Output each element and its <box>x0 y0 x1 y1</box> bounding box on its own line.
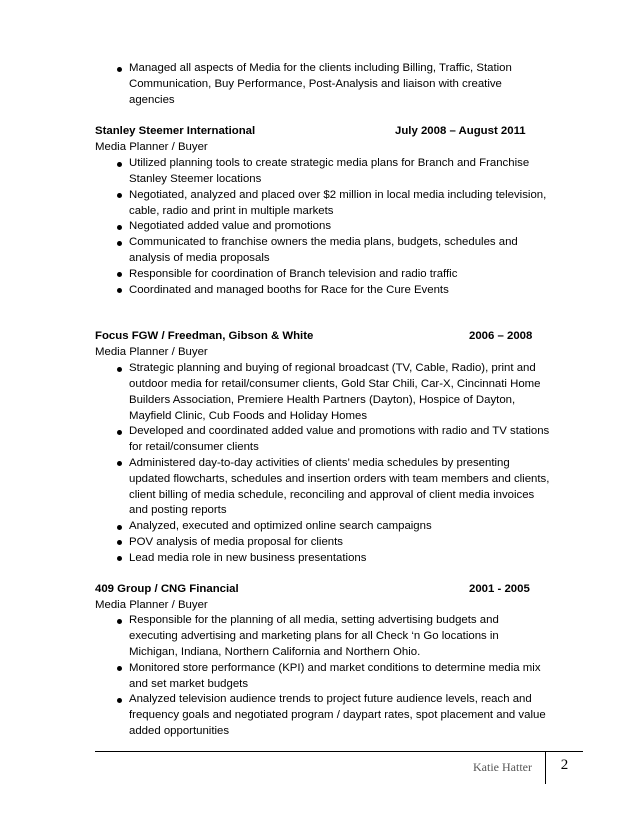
job-header <box>95 329 550 345</box>
page-number: 2 <box>560 757 569 773</box>
bullet-item: Administered day-to-day activities of clients’ media schedules by presenting updated flowcharts, schedules and insertion orders with team members and clients, client billing of media schedule, reconciling and approval of client media invoices and posting reports <box>95 456 550 519</box>
bullet-item: Monitored store performance (KPI) and market conditions to determine media mix and set market budgets <box>95 661 550 693</box>
bullet-item: Negotiated added value and promotions <box>95 219 550 235</box>
job-title: Media Planner / Buyer <box>95 598 208 611</box>
job-dates: July 2008 – August 2011 <box>395 125 526 138</box>
footer-divider <box>95 751 583 752</box>
company-name: Focus FGW / Freedman, Gibson & White <box>95 330 314 343</box>
bullet-item: Developed and coordinated added value and promotions with radio and TV stations for retail/consumer clients <box>95 424 550 456</box>
job-header <box>95 124 550 140</box>
previous-bullets <box>95 61 550 108</box>
company-name: 409 Group / CNG Financial <box>95 582 239 595</box>
job-title: Media Planner / Buyer <box>95 346 208 359</box>
bullet-item: Responsible for coordination of Branch television and radio traffic <box>95 267 550 283</box>
footer-author-name: Katie Hatter <box>473 760 532 774</box>
bullet-item: Analyzed, executed and optimized online search campaigns <box>95 519 550 535</box>
bullet-item: Lead media role in new business presentations <box>95 551 550 567</box>
bullet-item: Responsible for the planning of all media, setting advertising budgets and executing advertising and marketing plans for all Check ‘n Go locations in Michigan, Indiana, Northern California and Northern Ohio. <box>95 613 550 660</box>
job-focus-fgw <box>95 329 550 566</box>
bullet-item: Utilized planning tools to create strategic media plans for Branch and Franchise Stanley Steemer locations <box>95 156 550 188</box>
bullet-item: Strategic planning and buying of regional broadcast (TV, Cable, Radio), print and outdoor media for retail/consumer clients, Gold Star Chili, Car-X, Cincinnati Home Builders Association, Premiere Health Partners (Dayton), Hospice of Dayton, Mayfield Clinic, Cub Foods and Holiday Homes <box>95 361 550 424</box>
job-header <box>95 582 550 598</box>
bullet-item: Analyzed television audience trends to project future audience levels, reach and frequency goals and negotiated program / daypart rates, spot placement and value added opportunities <box>95 692 550 739</box>
bullet-item: POV analysis of media proposal for clients <box>95 535 550 551</box>
page-number-box <box>545 751 583 784</box>
resume-body <box>95 61 550 740</box>
bullet-item: Managed all aspects of Media for the clients including Billing, Traffic, Station Communication, Buy Performance, Post-Analysis and liaison with creative agencies <box>95 61 550 108</box>
bullet-item: Coordinated and managed booths for Race for the Cure Events <box>95 283 550 299</box>
job-409-group <box>95 582 550 740</box>
bullet-item: Communicated to franchise owners the media plans, budgets, schedules and analysis of media proposals <box>95 235 550 267</box>
job-title: Media Planner / Buyer <box>95 141 208 154</box>
job-stanley-steemer <box>95 124 550 298</box>
company-name: Stanley Steemer International <box>95 125 256 138</box>
job-bullets <box>95 613 550 739</box>
job-dates: 2001 - 2005 <box>469 582 530 595</box>
job-bullets <box>95 361 550 566</box>
job-dates: 2006 – 2008 <box>469 330 533 343</box>
job-bullets <box>95 156 550 298</box>
bullet-item: Negotiated, analyzed and placed over $2 million in local media including television, cable, radio and print in multiple markets <box>95 188 550 220</box>
